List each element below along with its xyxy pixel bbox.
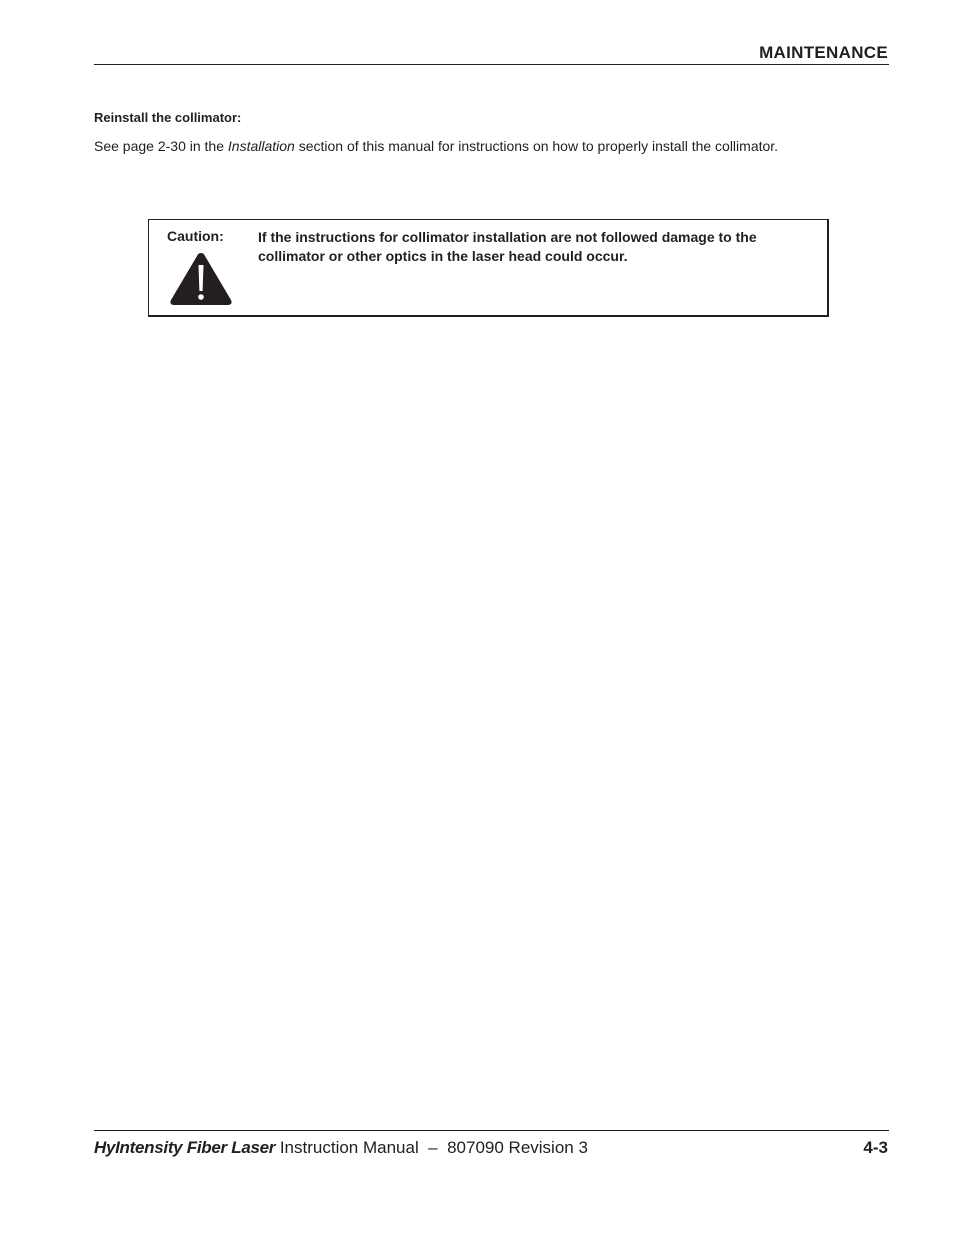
- paragraph-text-start: See page 2-30 in the: [94, 138, 228, 154]
- page-number: 4-3: [863, 1138, 888, 1157]
- footer-divider: [94, 1130, 889, 1131]
- footer-manual-info: [94, 1138, 588, 1158]
- caution-box: [148, 219, 829, 317]
- paragraph-text-end: section of this manual for instructions on how to properly install the collimator.: [294, 138, 779, 154]
- instruction-paragraph: [94, 138, 778, 154]
- footer-brand: HyIntensity Fiber Laser: [94, 1138, 276, 1157]
- header-divider: [94, 64, 889, 65]
- warning-triangle-icon: [169, 251, 233, 306]
- caution-label: Caution:: [167, 228, 224, 244]
- footer-manual-title: Instruction Manual – 807090 Revision 3: [275, 1138, 588, 1157]
- page-section-title: MAINTENANCE: [759, 43, 888, 62]
- section-heading: Reinstall the collimator:: [94, 110, 242, 125]
- caution-message: If the instructions for collimator installation are not followed damage to the collimator or other optics in the laser head could occur.: [258, 229, 757, 264]
- installation-reference: Installation: [227, 138, 295, 154]
